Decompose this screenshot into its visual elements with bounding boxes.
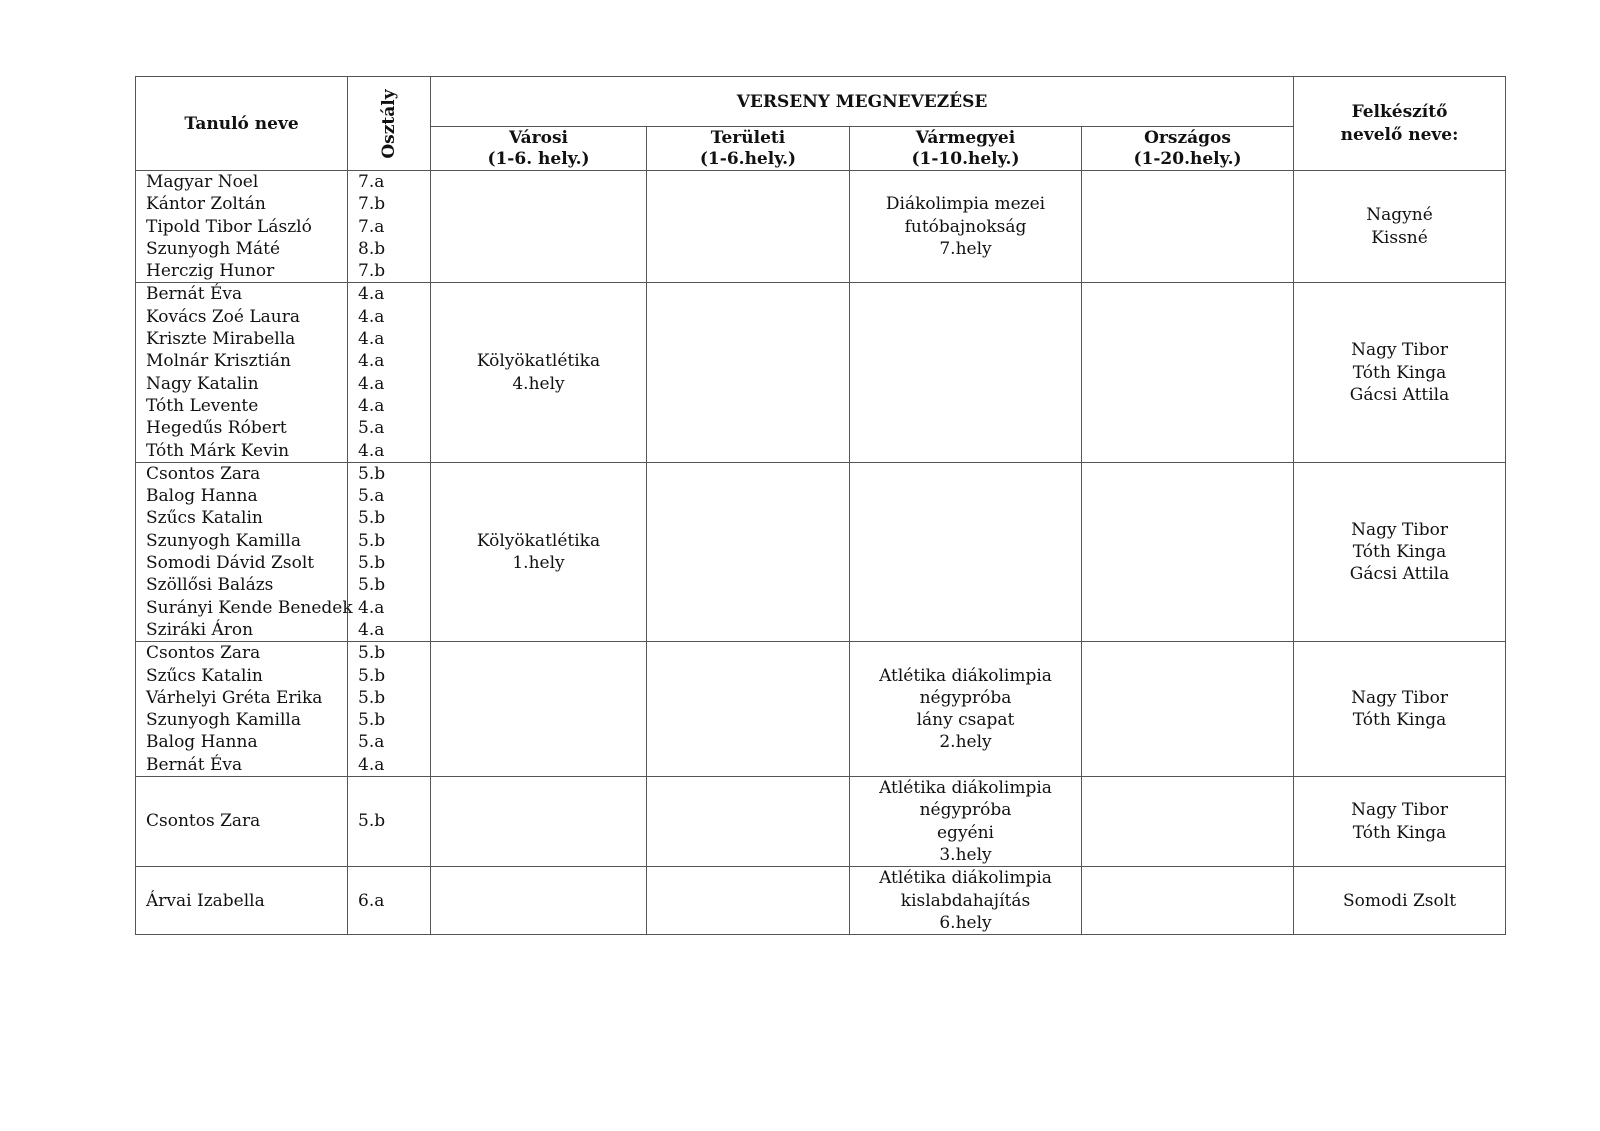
- teacher-names-cell: [1294, 867, 1506, 935]
- class-line: 5.b: [358, 575, 386, 596]
- student-names-line: Tóth Márk Kevin: [146, 440, 290, 461]
- varmegyei-result-cell: [850, 642, 1082, 777]
- table-row: [136, 777, 1506, 867]
- student-names-line: Csontos Zara: [146, 643, 261, 664]
- teruleti-result-cell: [647, 171, 850, 283]
- teruleti-result-cell: [647, 462, 850, 641]
- teacher-names-line: Nagy Tibor: [1351, 519, 1448, 540]
- student-names-line: Szunyogh Kamilla: [146, 710, 301, 731]
- level-range: (1-10.hely.): [911, 148, 1020, 169]
- teacher-header: [1294, 77, 1506, 171]
- varmegyei-result-line: 7.hely: [939, 238, 992, 259]
- class-cell: [348, 777, 431, 867]
- class-line: 7.a: [358, 216, 385, 237]
- varmegyei-result-line: négypróba: [919, 800, 1012, 821]
- class-line: 4.a: [358, 754, 385, 775]
- level-header-varmegyei: [850, 127, 1082, 171]
- class-cell: [348, 642, 431, 777]
- orszagos-result-cell: [1082, 283, 1294, 462]
- orszagos-result-cell: [1082, 642, 1294, 777]
- student-names-line: Hegedűs Róbert: [146, 418, 287, 439]
- student-names-line: Csontos Zara: [146, 463, 261, 484]
- varmegyei-result-cell: [850, 462, 1082, 641]
- student-names-line: Kovács Zoé Laura: [146, 306, 301, 327]
- student-names-line: Kriszte Mirabella: [146, 329, 296, 350]
- student-names-line: Somodi Dávid Zsolt: [146, 553, 315, 574]
- student-names-line: Árvai Izabella: [146, 890, 265, 911]
- teacher-names-line: Kissné: [1371, 227, 1428, 248]
- varosi-result-line: Kölyökatlétika: [476, 530, 601, 551]
- class-line: 5.b: [358, 710, 386, 731]
- student-names-line: Kántor Zoltán: [146, 194, 266, 215]
- table-row: [136, 867, 1506, 935]
- table-row: [136, 642, 1506, 777]
- teruleti-result-cell: [647, 642, 850, 777]
- varmegyei-result-line: 3.hely: [939, 844, 992, 865]
- class-line: 5.b: [358, 530, 386, 551]
- varmegyei-result-line: 2.hely: [939, 732, 992, 753]
- teacher-names-line: Tóth Kinga: [1352, 541, 1447, 562]
- student-names-cell: [136, 867, 348, 935]
- level-name: Városi: [509, 127, 568, 148]
- class-line: 5.b: [358, 687, 386, 708]
- varosi-result-cell: [431, 462, 647, 641]
- teacher-names-cell: [1294, 777, 1506, 867]
- teacher-names-line: Gácsi Attila: [1349, 564, 1450, 585]
- student-names-line: Tóth Levente: [146, 395, 259, 416]
- student-names-line: Szunyogh Kamilla: [146, 530, 301, 551]
- teacher-names-cell: [1294, 462, 1506, 641]
- level-header-teruleti: [647, 127, 850, 171]
- teacher-names-line: Tóth Kinga: [1352, 710, 1447, 731]
- level-header-orszagos: [1082, 127, 1294, 171]
- class-line: 5.a: [358, 486, 385, 507]
- class-line: 4.a: [358, 619, 385, 640]
- teacher-names-line: Nagy Tibor: [1351, 800, 1448, 821]
- teacher-names-line: Tóth Kinga: [1352, 822, 1447, 843]
- class-cell: [348, 283, 431, 462]
- class-line: 4.a: [358, 597, 385, 618]
- varosi-result-cell: [431, 283, 647, 462]
- class-line: 4.a: [358, 284, 385, 305]
- teruleti-result-cell: [647, 283, 850, 462]
- varosi-result-cell: [431, 171, 647, 283]
- student-names-cell: [136, 283, 348, 462]
- level-name: Országos: [1144, 127, 1231, 148]
- teacher-names-line: Gácsi Attila: [1349, 384, 1450, 405]
- student-names-line: Molnár Krisztián: [146, 351, 291, 372]
- class-cell: [348, 171, 431, 283]
- varmegyei-result-line: lány csapat: [916, 710, 1015, 731]
- student-names-cell: [136, 171, 348, 283]
- student-names-line: Bernát Éva: [146, 754, 243, 775]
- student-names-cell: [136, 777, 348, 867]
- level-range: (1-6.hely.): [699, 148, 797, 169]
- orszagos-result-cell: [1082, 171, 1294, 283]
- table-row: [136, 171, 1506, 283]
- varosi-result-line: 1.hely: [512, 553, 565, 574]
- class-line: 7.a: [358, 172, 385, 192]
- class-line: 4.a: [358, 395, 385, 416]
- varosi-result-cell: [431, 642, 647, 777]
- orszagos-result-cell: [1082, 462, 1294, 641]
- student-names-line: Tipold Tibor László: [146, 216, 312, 237]
- student-names-cell: [136, 642, 348, 777]
- student-names-line: Surányi Kende Benedek: [146, 597, 353, 618]
- class-line: 5.b: [358, 508, 386, 529]
- varmegyei-result-line: futóbajnokság: [904, 216, 1027, 237]
- student-names-line: Nagy Katalin: [146, 373, 259, 394]
- varmegyei-result-cell: [850, 777, 1082, 867]
- class-line: 4.a: [358, 373, 385, 394]
- student-names-line: Csontos Zara: [146, 811, 261, 832]
- class-line: 5.a: [358, 732, 385, 753]
- class-line: 6.a: [358, 890, 385, 911]
- student-names-line: Balog Hanna: [146, 732, 258, 753]
- level-name: Vármegyei: [915, 127, 1016, 148]
- class-header: [348, 77, 431, 171]
- varosi-result-cell: [431, 867, 647, 935]
- class-line: 5.b: [358, 643, 386, 664]
- varosi-result-cell: [431, 777, 647, 867]
- varosi-result-line: Kölyökatlétika: [476, 351, 601, 372]
- class-cell: [348, 462, 431, 641]
- competition-header: VERSENY MEGNEVEZÉSE: [431, 77, 1294, 127]
- level-range: (1-20.hely.): [1133, 148, 1242, 169]
- varmegyei-result-line: Atlétika diákolimpia: [879, 665, 1052, 686]
- teacher-header-line: nevelő neve:: [1340, 124, 1459, 145]
- varmegyei-result-line: Atlétika diákolimpia: [879, 868, 1052, 889]
- varmegyei-result-line: egyéni: [937, 822, 994, 843]
- table-row: [136, 283, 1506, 462]
- class-header-label: Osztály: [379, 88, 399, 159]
- student-names-cell: [136, 462, 353, 641]
- class-line: 7.b: [358, 261, 386, 282]
- orszagos-result-cell: [1082, 867, 1294, 935]
- student-names-line: Szunyogh Máté: [146, 238, 281, 259]
- varmegyei-result-cell: [850, 171, 1082, 283]
- student-names-line: Magyar Noel: [146, 172, 259, 192]
- class-line: 4.a: [358, 440, 385, 461]
- table-body: [136, 171, 1506, 935]
- orszagos-result-cell: [1082, 777, 1294, 867]
- teacher-header-line: Felkészítő: [1351, 102, 1448, 123]
- teacher-names-cell: [1294, 283, 1506, 462]
- teacher-names-cell: [1294, 642, 1506, 777]
- class-line: 5.b: [358, 811, 386, 832]
- table-row: [136, 462, 1506, 641]
- level-name: Területi: [710, 127, 786, 148]
- class-line: 4.a: [358, 351, 385, 372]
- teacher-names-line: Somodi Zsolt: [1343, 890, 1457, 911]
- teacher-names-line: Nagyné: [1366, 205, 1433, 226]
- student-names-line: Szöllősi Balázs: [146, 575, 274, 596]
- varmegyei-result-line: négypróba: [919, 687, 1012, 708]
- teruleti-result-cell: [647, 867, 850, 935]
- teacher-names-line: Nagy Tibor: [1351, 687, 1448, 708]
- class-line: 8.b: [358, 238, 386, 259]
- student-names-line: Várhelyi Gréta Erika: [146, 687, 323, 708]
- class-line: 5.a: [358, 418, 385, 439]
- varmegyei-result-line: 6.hely: [939, 912, 992, 933]
- class-line: 5.b: [358, 665, 386, 686]
- student-names-line: Bernát Éva: [146, 284, 243, 305]
- class-cell: [348, 867, 431, 935]
- class-line: 7.b: [358, 194, 386, 215]
- level-header-varosi: [431, 127, 647, 171]
- student-names-line: Szűcs Katalin: [146, 508, 263, 529]
- student-name-header: Tanuló neve: [136, 77, 348, 171]
- student-names-line: Herczig Hunor: [146, 261, 275, 282]
- varmegyei-result-line: kislabdahajítás: [900, 890, 1031, 911]
- competition-results-table: [135, 76, 1506, 935]
- varmegyei-result-cell: [850, 283, 1082, 462]
- class-line: 5.b: [358, 553, 386, 574]
- teacher-names-line: Tóth Kinga: [1352, 362, 1447, 383]
- class-line: 4.a: [358, 306, 385, 327]
- varmegyei-result-line: Diákolimpia mezei: [885, 194, 1046, 215]
- class-line: 5.b: [358, 463, 386, 484]
- teacher-names-line: Nagy Tibor: [1351, 340, 1448, 361]
- class-line: 4.a: [358, 329, 385, 350]
- student-names-line: Balog Hanna: [146, 486, 258, 507]
- teruleti-result-cell: [647, 777, 850, 867]
- student-names-line: Szűcs Katalin: [146, 665, 263, 686]
- varosi-result-line: 4.hely: [512, 373, 565, 394]
- level-range: (1-6. hely.): [487, 148, 590, 169]
- varmegyei-result-line: Atlétika diákolimpia: [879, 778, 1052, 799]
- varmegyei-result-cell: [850, 867, 1082, 935]
- teacher-names-cell: [1294, 171, 1506, 283]
- student-names-line: Sziráki Áron: [146, 619, 254, 640]
